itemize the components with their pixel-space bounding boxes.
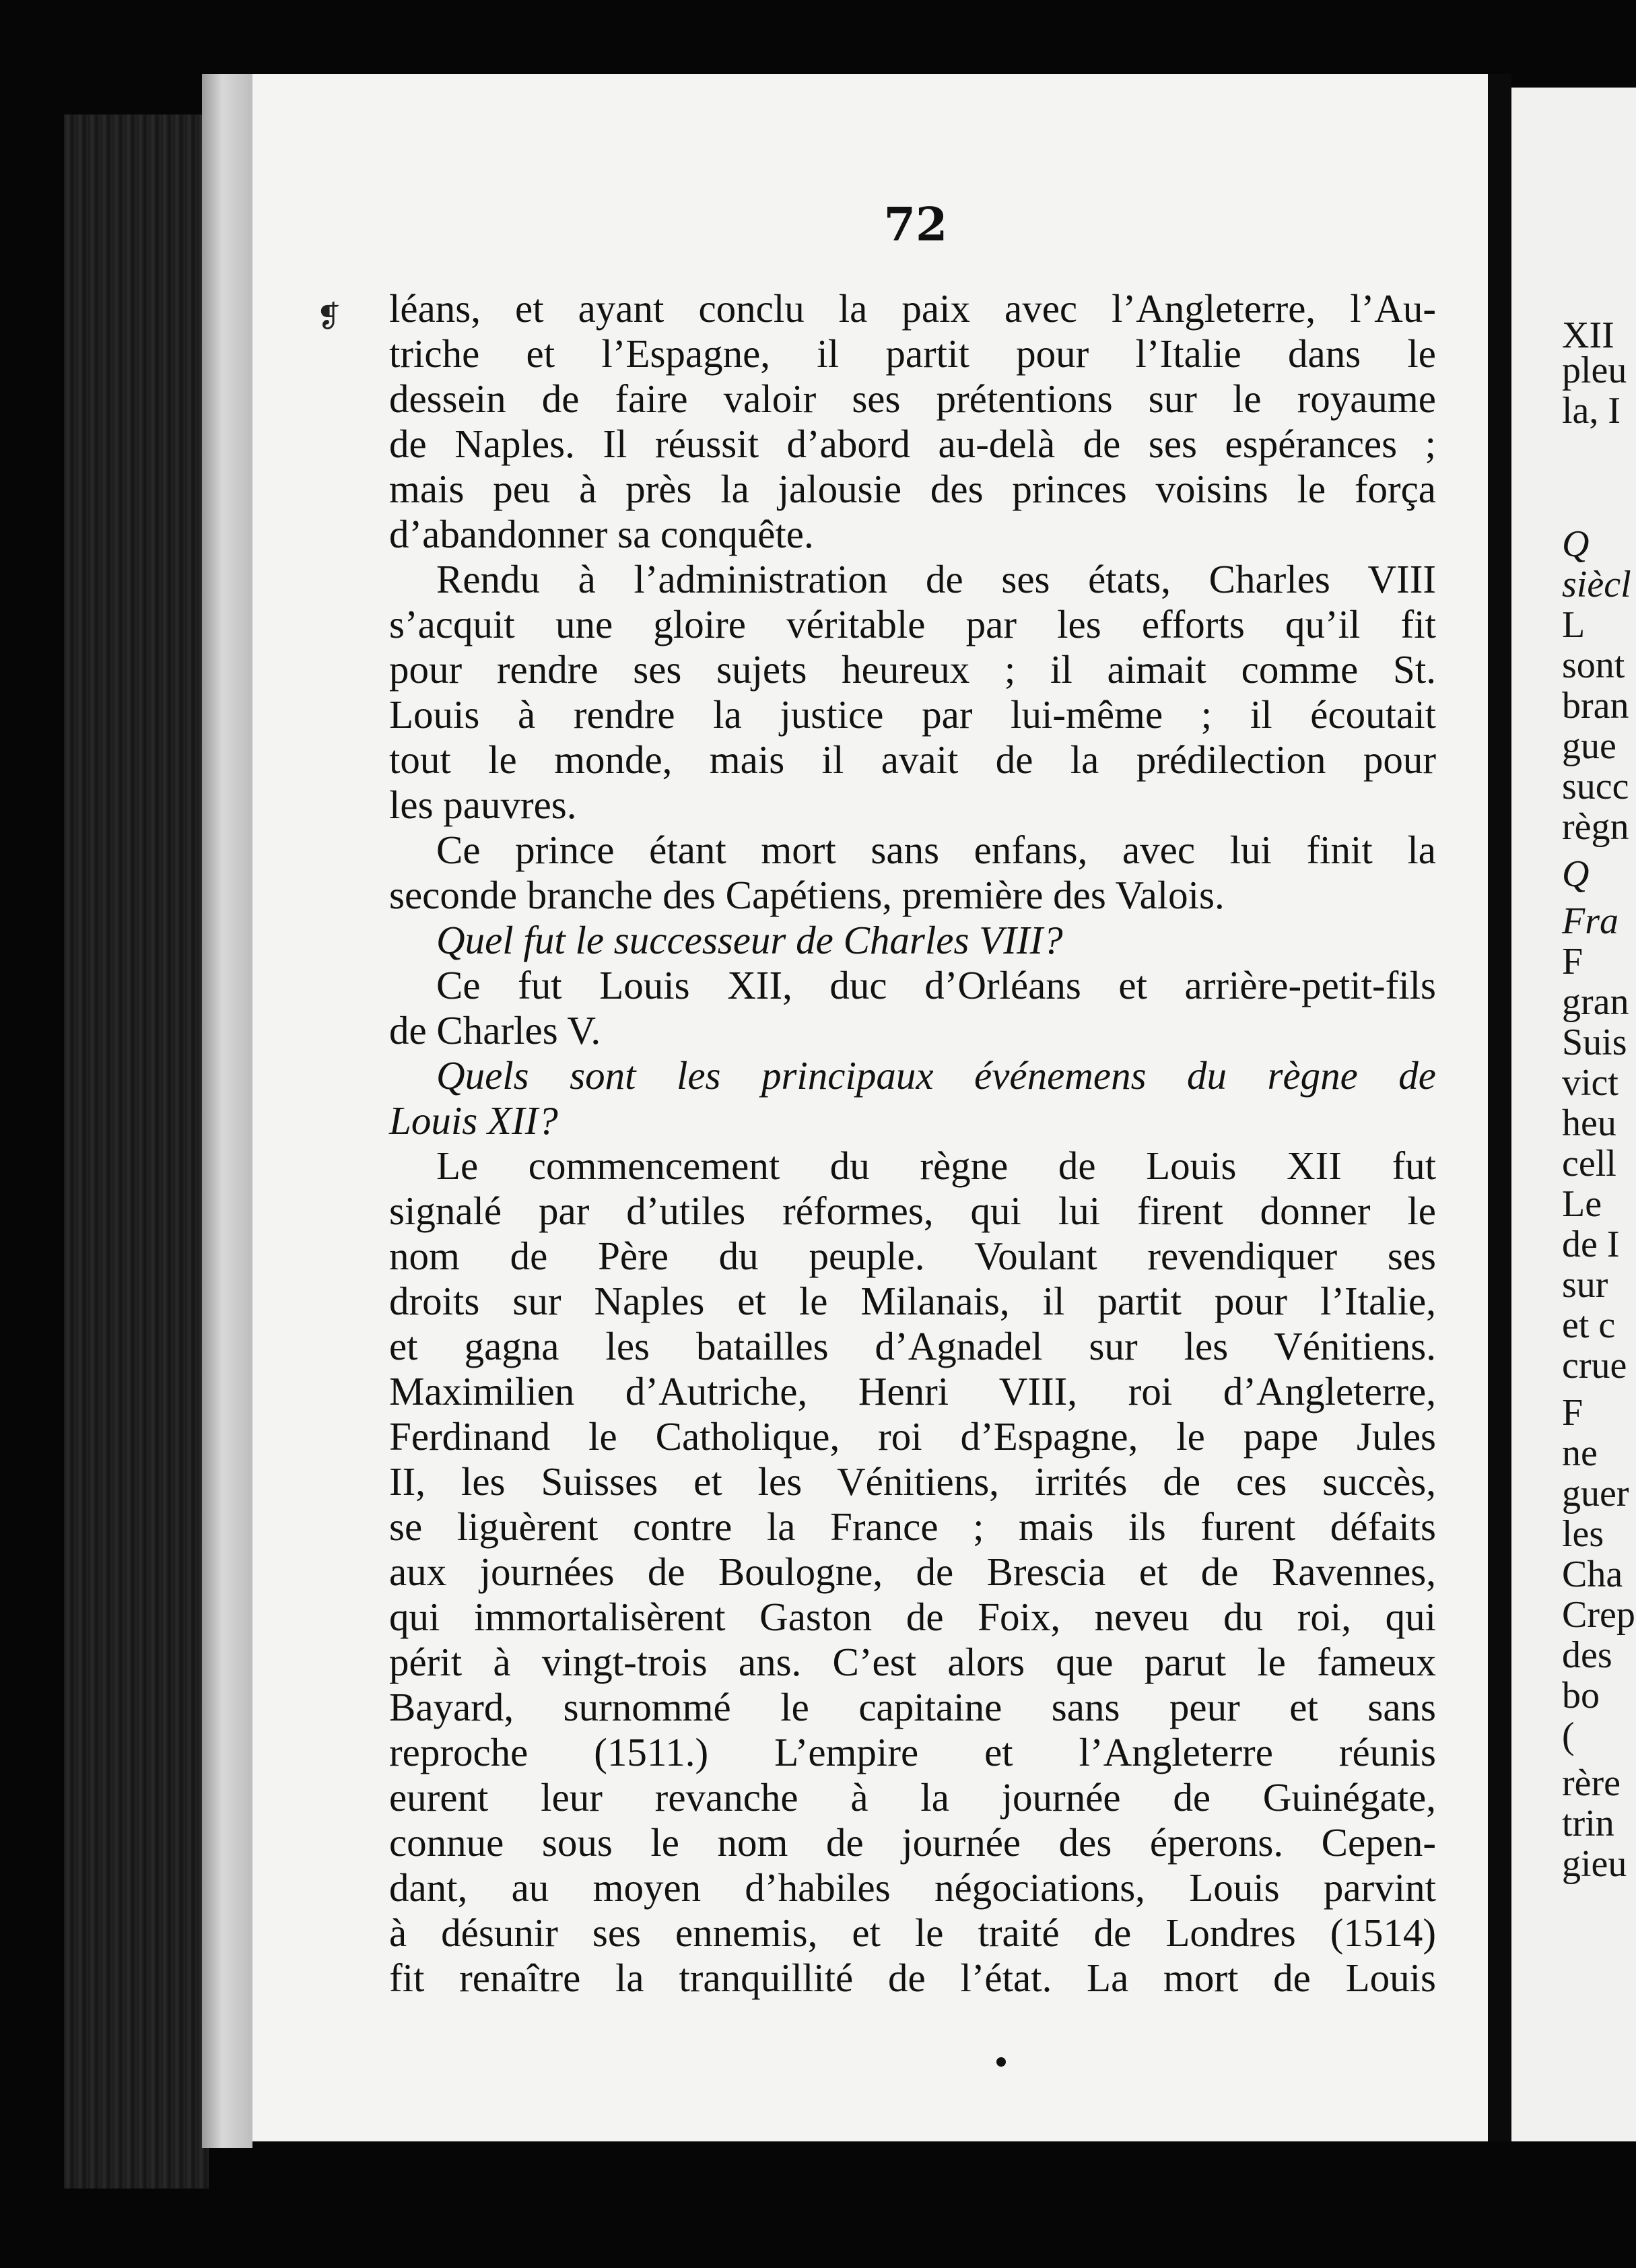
text-line: Quels sont les principaux événemens du règne de bbox=[436, 1053, 1436, 1098]
text-line: connue sous le nom de journée des éperons. Cepen- bbox=[389, 1820, 1436, 1865]
text-line: pour rendre ses sujets heureux ; il aimait comme St. bbox=[389, 647, 1436, 692]
right-page-fragment: guer bbox=[1562, 1473, 1629, 1514]
text-line: Rendu à l’administration de ses états, Charles VIII bbox=[436, 557, 1436, 601]
right-page-fragment: les bbox=[1562, 1513, 1604, 1555]
text-line: seconde branche des Capétiens, première des Valois. bbox=[389, 873, 1225, 917]
text-line: s’acquit une gloire véritable par les efforts qu’il fit bbox=[389, 602, 1436, 646]
text-line: Louis XII? bbox=[389, 1098, 558, 1143]
right-page-fragment: trin bbox=[1562, 1803, 1614, 1844]
right-page-fragment: gieu bbox=[1562, 1843, 1627, 1885]
text-line: les pauvres. bbox=[389, 782, 577, 827]
text-line: Le commencement du règne de Louis XII fut bbox=[436, 1143, 1436, 1188]
right-page-fragment: sont bbox=[1562, 644, 1625, 686]
right-page-fragment: bran bbox=[1562, 685, 1629, 727]
right-page-fragment: Suis bbox=[1562, 1022, 1627, 1063]
right-page-fragment: des bbox=[1562, 1634, 1612, 1676]
text-line: Ce prince étant mort sans enfans, avec lui finit la bbox=[436, 828, 1436, 872]
text-line: eurent leur revanche à la journée de Guinégate, bbox=[389, 1775, 1436, 1820]
right-page-fragment: F bbox=[1562, 941, 1583, 982]
text-line: d’abandonner sa conquête. bbox=[389, 512, 814, 556]
text-line: périt à vingt-trois ans. C’est alors que parut le fameux bbox=[389, 1640, 1436, 1684]
right-page-fragment: gran bbox=[1562, 981, 1629, 1023]
page-edge bbox=[202, 74, 252, 2148]
right-page-fragment: L bbox=[1562, 604, 1586, 646]
text-line: mais peu à près la jalousie des princes voisins le força bbox=[389, 467, 1436, 511]
right-page-fragment: ( bbox=[1562, 1715, 1575, 1757]
ink-dot bbox=[996, 2057, 1006, 2067]
right-page-fragment: succ bbox=[1562, 766, 1629, 807]
text-line: dessein de faire valoir ses prétentions sur le royaume bbox=[389, 376, 1436, 421]
text-line: de Naples. Il réussit d’abord au-delà de ses espérances ; bbox=[389, 422, 1436, 466]
right-page-fragment: F bbox=[1562, 1392, 1583, 1434]
right-page-fragment: heu bbox=[1562, 1102, 1616, 1144]
right-page-fragment: Le bbox=[1562, 1183, 1602, 1225]
right-page-fragment: Fra bbox=[1562, 900, 1618, 942]
text-line: droits sur Naples et le Milanais, il partit pour l’Italie, bbox=[389, 1279, 1436, 1323]
right-page-fragment: bo bbox=[1562, 1675, 1600, 1716]
right-page-fragment: et c bbox=[1562, 1304, 1616, 1346]
text-line: Quel fut le successeur de Charles VIII? bbox=[436, 918, 1063, 962]
text-line: II, les Suisses et les Vénitiens, irrités de ces succès, bbox=[389, 1459, 1436, 1504]
right-page-fragment: vict bbox=[1562, 1062, 1618, 1104]
text-line: et gagna les batailles d’Agnadel sur les Vénitiens. bbox=[389, 1324, 1436, 1368]
body-text bbox=[389, 286, 1436, 2001]
right-page-fragment: cell bbox=[1562, 1143, 1616, 1185]
text-line: dant, au moyen d’habiles négociations, Louis parvint bbox=[389, 1865, 1436, 1910]
right-page-fragment: pleu bbox=[1562, 349, 1627, 391]
text-line: léans, et ayant conclu la paix avec l’Angleterre, l’Au- bbox=[389, 286, 1436, 331]
text-line: Louis à rendre la justice par lui-même ; il écoutait bbox=[389, 692, 1436, 737]
text-line: se liguèrent contre la France ; mais ils furent défaits bbox=[389, 1504, 1436, 1549]
text-line: à désunir ses ennemis, et le traité de Londres (1514) bbox=[389, 1910, 1436, 1955]
right-page-fragment: ne bbox=[1562, 1432, 1598, 1474]
text-line: Ferdinand le Catholique, roi d’Espagne, le pape Jules bbox=[389, 1414, 1436, 1459]
margin-mark-icon: ❡ bbox=[316, 300, 341, 334]
right-page-fragment: Q bbox=[1562, 523, 1590, 565]
text-line: Maximilien d’Autriche, Henri VIII, roi d’Angleterre, bbox=[389, 1369, 1436, 1413]
text-line: triche et l’Espagne, il partit pour l’Italie dans le bbox=[389, 331, 1436, 376]
text-line: tout le monde, mais il avait de la prédilection pour bbox=[389, 737, 1436, 782]
right-page-fragment: Q bbox=[1562, 853, 1590, 895]
page-gutter bbox=[1488, 74, 1511, 2141]
right-page-fragment: gue bbox=[1562, 725, 1616, 767]
page-number: 72 bbox=[883, 198, 948, 252]
right-page-fragment: Cha bbox=[1562, 1554, 1623, 1595]
text-line: signalé par d’utiles réformes, qui lui firent donner le bbox=[389, 1189, 1436, 1233]
right-page-fragment: sur bbox=[1562, 1264, 1608, 1306]
book-spine bbox=[64, 114, 209, 2189]
right-page-fragment: siècl bbox=[1562, 564, 1631, 605]
text-line: fit renaître la tranquillité de l’état. La mort de Louis bbox=[389, 1956, 1436, 2000]
text-line: de Charles V. bbox=[389, 1008, 601, 1053]
right-page-fragment: crue bbox=[1562, 1345, 1627, 1387]
text-line: Ce fut Louis XII, duc d’Orléans et arrière-petit-fils bbox=[436, 963, 1436, 1007]
right-page-fragment: XII bbox=[1562, 314, 1614, 356]
text-line: qui immortalisèrent Gaston de Foix, neveu du roi, qui bbox=[389, 1595, 1436, 1639]
right-page-fragment: la, I bbox=[1562, 390, 1621, 432]
text-line: Bayard, surnommé le capitaine sans peur et sans bbox=[389, 1685, 1436, 1729]
text-line: reproche (1511.) L’empire et l’Angleterre réunis bbox=[389, 1730, 1436, 1774]
right-page-fragment: règn bbox=[1562, 806, 1629, 848]
text-line: aux journées de Boulogne, de Brescia et de Ravennes, bbox=[389, 1549, 1436, 1594]
right-page-fragment: rère bbox=[1562, 1762, 1621, 1804]
right-page-fragment: de I bbox=[1562, 1224, 1620, 1265]
text-line: nom de Père du peuple. Voulant revendiquer ses bbox=[389, 1234, 1436, 1278]
right-page-fragment: Crep bbox=[1562, 1594, 1635, 1636]
